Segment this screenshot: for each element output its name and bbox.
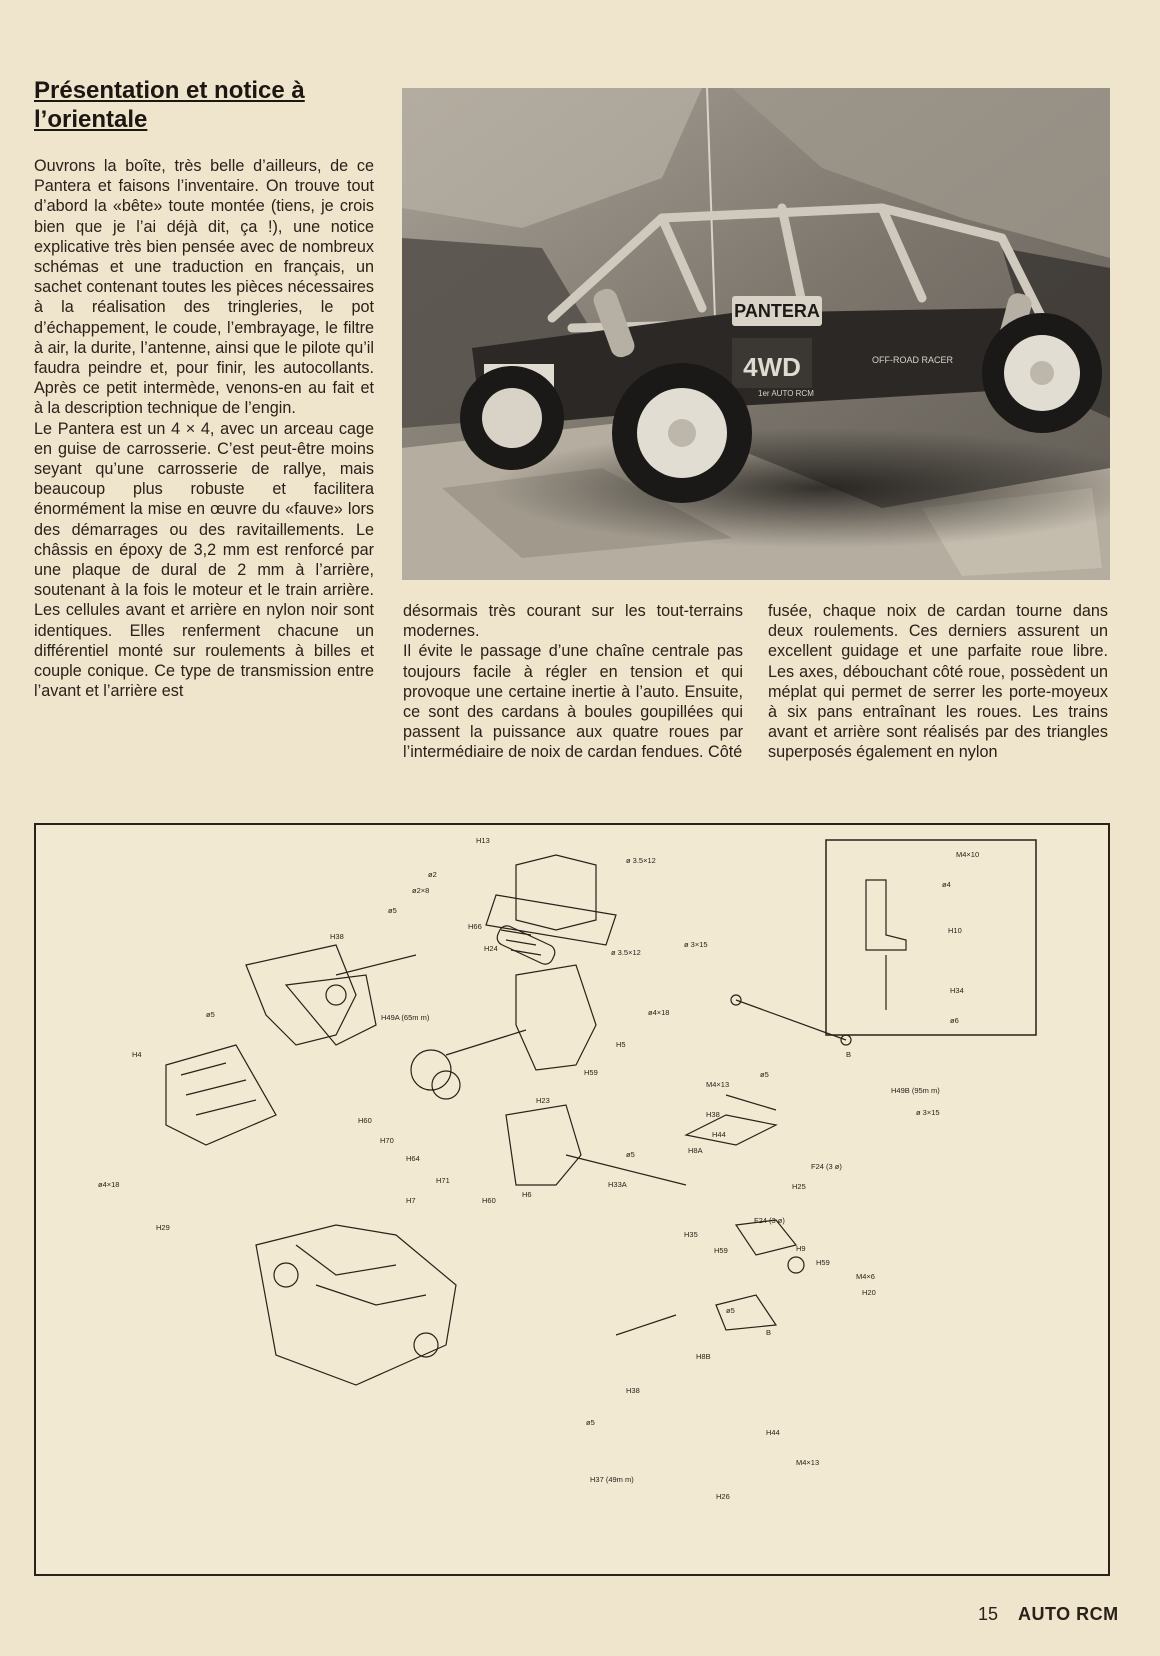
part-label: H59	[816, 1258, 830, 1267]
part-label: ø4×18	[98, 1180, 120, 1189]
part-label: H7	[406, 1196, 416, 1205]
part-label: H29	[156, 1223, 170, 1232]
part-label: ø 3.5×12	[626, 856, 656, 865]
part-label: B	[846, 1050, 852, 1059]
part-label: H70	[380, 1136, 394, 1145]
part-label: ø5	[760, 1070, 769, 1079]
article-column-2	[403, 601, 743, 763]
part-label: M4×13	[706, 1080, 730, 1089]
part-label: H33A	[608, 1180, 627, 1189]
part-label: ø6	[950, 1016, 959, 1025]
part-label: H38	[330, 932, 344, 941]
part-label: ø4	[942, 880, 951, 889]
part-label: ø5	[586, 1418, 595, 1427]
part-label: H60	[482, 1196, 496, 1205]
rcm-decal: 1er AUTO RCM	[758, 389, 814, 398]
article-column-1	[34, 156, 374, 701]
part-label: H60	[358, 1116, 372, 1125]
wheel-front-left	[612, 363, 752, 503]
part-label: H26	[716, 1492, 730, 1501]
part-label: H64	[406, 1154, 420, 1163]
part-label: H6	[522, 1190, 532, 1199]
part-label: ø5	[726, 1306, 735, 1315]
part-label: H38	[706, 1110, 720, 1119]
part-label: H35	[684, 1230, 698, 1239]
part-label: ø 3×15	[916, 1108, 940, 1117]
article-column-3	[768, 601, 1108, 763]
part-label: H4	[132, 1050, 142, 1059]
part-label: M4×13	[796, 1458, 820, 1467]
part-label: ø2	[428, 870, 437, 879]
part-label: ø5	[388, 906, 397, 915]
pantera-car-photo	[402, 88, 1110, 580]
part-label: H49A (65m m)	[381, 1013, 430, 1022]
part-label: H25	[792, 1182, 806, 1191]
part-label: H59	[714, 1246, 728, 1255]
part-label: H66	[468, 922, 482, 931]
paragraph: fusée, chaque noix de cardan tourne dans deux roulements. Ces derniers assurent un excellent guidage et une parfaite roue libre. Les axes, débouchant côté roue, possèdent un méplat qui permet de serrer les porte-moyeux à six pans entraînant les roues. Les trains avant et arrière sont réalisés par des triangles superposés également en nylon	[768, 602, 1108, 762]
part-label: F24 (3 ø)	[754, 1216, 785, 1225]
part-label: H13	[476, 836, 490, 845]
part-label: M4×6	[856, 1272, 875, 1281]
part-label: ø 3.5×12	[611, 948, 641, 957]
part-label: M4×10	[956, 850, 980, 859]
paragraph: désormais très courant sur les tout-terrains modernes.	[403, 602, 743, 641]
part-label: H5	[616, 1040, 626, 1049]
part-label: H71	[436, 1176, 450, 1185]
page-number: 15	[978, 1604, 999, 1624]
part-label: H34	[950, 986, 964, 995]
part-label: B	[766, 1328, 772, 1337]
part-label: ø 3×15	[684, 940, 708, 949]
part-label: ø5	[206, 1010, 215, 1019]
part-label: H8A	[688, 1146, 703, 1155]
part-label: H44	[712, 1130, 726, 1139]
paragraph: Il évite le passage d’une chaîne centrale pas toujours facile à régler en tension et qui provoque une certaine inertie à l’auto. Ensuite, ce sont des cardans à boules goupillées qui passent la puissance aux quatre roues par l’intermédiaire de noix de cardan fendues. Côté	[403, 642, 743, 762]
part-label: H49B (95m m)	[891, 1086, 940, 1095]
article-heading: Présentation et notice à l’orientale	[34, 77, 305, 133]
exploded-parts-diagram	[34, 823, 1110, 1576]
paragraph: Ouvrons la boîte, très belle d’ailleurs, de ce Pantera et faisons l’inventaire. On trouve tout d’abord la «bête» toute montée (tiens, je crois bien que je l’ai déjà dit, ça !), une notice explicative très bien pensée avec de nombreux schémas et une traduction en français, un sachet contenant toutes les pièces nécessaires à la réalisation des tringleries, le pot d’échappement, le coude, l’embrayage, le filtre à air, la durite, l’antenne, ainsi que le pilote qu’il faudra peindre et, pour finir, les autocollants. Après ce petit intermède, venons-en au fait et à la description technique de l’engin.	[34, 157, 374, 418]
part-label: H24	[484, 944, 498, 953]
part-label: ø4×18	[648, 1008, 670, 1017]
offroad-decal: OFF-ROAD RACER	[872, 355, 953, 365]
4wd-decal: 4WD	[743, 352, 801, 382]
wheel-rear-left	[460, 366, 564, 470]
part-label: H37 (49m m)	[590, 1475, 634, 1484]
part-label: H9	[796, 1244, 806, 1253]
part-label: H20	[862, 1288, 876, 1297]
part-label: H8B	[696, 1352, 711, 1361]
part-label: ø5	[626, 1150, 635, 1159]
magazine-name: AUTO RCM	[1018, 1604, 1119, 1624]
part-label: H44	[766, 1428, 780, 1437]
part-label: H10	[948, 926, 962, 935]
pantera-decal: PANTERA	[734, 301, 820, 321]
part-label: H38	[626, 1386, 640, 1395]
part-label: H59	[584, 1068, 598, 1077]
part-label: ø2×8	[412, 886, 430, 895]
part-label: F24 (3 ø)	[811, 1162, 842, 1171]
wheel-front-right	[982, 313, 1102, 433]
paragraph: Le Pantera est un 4 × 4, avec un arceau cage en guise de carrosserie. C’est peut-être moins seyant qu’une carrosserie de rallye, mais beaucoup plus robuste et facilitera énormément la mise en œuvre du «fauve» lors des démarrages ou des ravitaillements. Le châssis en époxy de 3,2 mm est renforcé par une plaque de dural de 2 mm à l’arrière, soutenant à la fois le moteur et le train arrière. Les cellules avant et arrière en nylon noir sont identiques. Elles renferment chacune un différentiel monté sur roulements à billes et couple conique. Ce type de transmission entre l’avant et l’arrière est	[34, 419, 374, 701]
part-label: H23	[536, 1096, 550, 1105]
